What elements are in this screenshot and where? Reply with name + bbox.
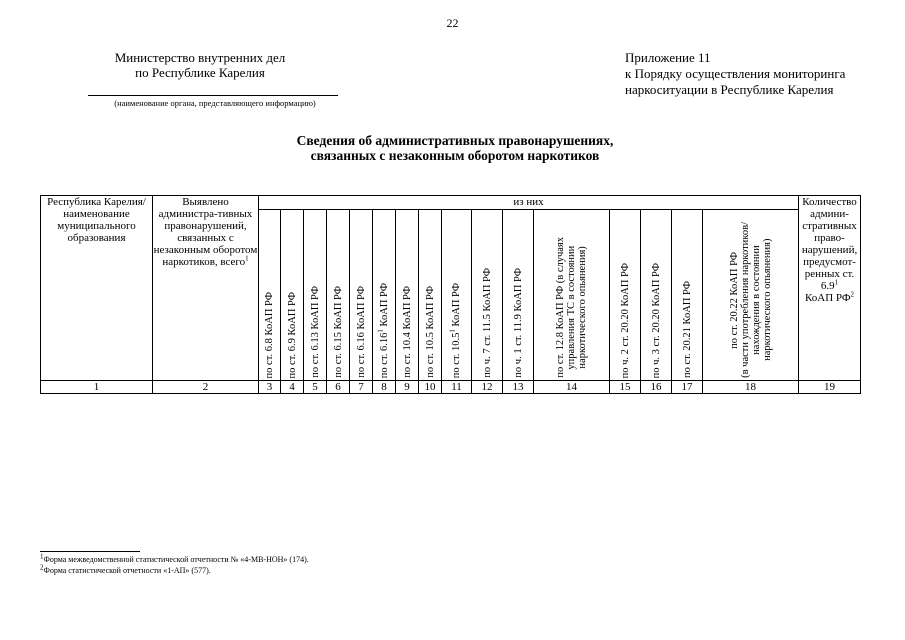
sub-header-main: по ст. 10.4 КоАП РФ — [401, 286, 413, 378]
sub-header-text — [682, 277, 693, 378]
footnote-2-text: Форма статистической отчетности «1-АП» (577). — [43, 566, 211, 575]
sub-header-col-5 — [304, 210, 327, 381]
sub-header-line: (в части употребления наркотиков/ — [739, 222, 751, 378]
footnote-1-mark: 1 — [40, 552, 44, 561]
group-header: из них — [259, 196, 799, 210]
column-number: 17 — [672, 381, 703, 394]
title-line-1: Сведения об административных правонарушениях, — [296, 133, 614, 148]
column-number: 13 — [503, 381, 534, 394]
sub-header-main: по ст. 10.5 КоАП РФ — [424, 286, 436, 378]
sub-header-col-18 — [703, 210, 799, 381]
sub-header-line: по ст. 12.8 КоАП РФ (в случаях — [555, 237, 566, 378]
appendix-line-2: к Порядку осуществления мониторинга — [625, 66, 846, 81]
sub-header-text — [376, 279, 390, 378]
sub-header-col-16 — [641, 210, 672, 381]
footnote-1 — [40, 552, 309, 565]
sub-header-main: по ч. 2 ст. 20.20 КоАП РФ — [619, 262, 631, 378]
col2-header — [153, 196, 259, 381]
page-number: 22 — [446, 16, 459, 30]
sub-header-text — [651, 259, 662, 378]
sub-header-col-11 — [442, 210, 472, 381]
sub-header-line: по ст. 20.22 КоАП РФ — [728, 251, 740, 349]
sub-header-tail: КоАП РФ — [378, 282, 390, 329]
sub-header-main: по ст. 6.16 — [378, 332, 390, 378]
column-number: 4 — [281, 381, 304, 394]
sub-header-col-9 — [396, 210, 419, 381]
sub-header-text — [555, 233, 588, 378]
col19-footnote-mark-1: 1 — [834, 278, 839, 287]
appendix-block — [625, 50, 895, 98]
sub-header-col-4 — [281, 210, 304, 381]
sub-header-main: по ст. 6.16 КоАП РФ — [355, 286, 367, 378]
col2-footnote-mark: 1 — [245, 254, 249, 263]
column-number: 6 — [327, 381, 350, 394]
sub-header-text — [333, 282, 344, 378]
sub-header-line: наркотического опьянения) — [761, 238, 773, 362]
column-number: 16 — [641, 381, 672, 394]
column-number-row — [41, 381, 861, 394]
sub-header-text — [620, 259, 631, 378]
sub-header-main: по ст. 6.13 КоАП РФ — [309, 286, 321, 378]
sub-header-main: по ст. 6.8 КоАП РФ — [264, 291, 275, 378]
sub-header-main: по ч. 1 ст. 11.9 КоАП РФ — [512, 268, 524, 378]
col19-header — [799, 196, 861, 381]
sub-header-text — [513, 264, 524, 378]
col19-header-tail: КоАП РФ — [804, 292, 851, 304]
column-number: 3 — [259, 381, 281, 394]
organization-line-2: по Республике Карелия — [135, 65, 265, 80]
sub-header-line: наркотического опьянения) — [577, 246, 588, 369]
sub-header-main: по ст. 6.15 КоАП РФ — [332, 286, 344, 378]
column-number: 19 — [799, 381, 861, 394]
sub-header-col-7 — [350, 210, 373, 381]
sub-header-col-6 — [327, 210, 350, 381]
sub-header-text — [402, 282, 413, 378]
sub-header-text — [729, 218, 773, 378]
sub-header-text — [356, 282, 367, 378]
column-number: 18 — [703, 381, 799, 394]
column-number: 14 — [534, 381, 610, 394]
sub-header-col-17 — [672, 210, 703, 381]
appendix-line-1: Приложение 11 — [625, 50, 711, 65]
sub-header-line: управления ТС в состоянии — [566, 245, 577, 370]
footnote-2-mark: 2 — [40, 563, 44, 572]
sub-header-text — [448, 279, 462, 378]
column-number: 7 — [350, 381, 373, 394]
sub-header-text — [482, 264, 493, 378]
sub-header-col-15 — [610, 210, 641, 381]
column-number: 1 — [41, 381, 153, 394]
sub-header-col-3 — [259, 210, 281, 381]
sub-header-main: по ч. 3 ст. 20.20 КоАП РФ — [650, 262, 662, 378]
col1-header-text: Республика Карелия/ наименование муниципального образования — [47, 196, 146, 244]
column-number: 5 — [304, 381, 327, 394]
appendix-line-3: наркоситуации в Республике Карелия — [625, 82, 834, 97]
sub-header-main: по ч. 7 ст. 11.5 КоАП РФ — [481, 268, 493, 378]
col19-header-text: Количество админи-стративных право-нарушений, предусмот-ренных ст. 6.9 — [801, 196, 858, 292]
column-number: 15 — [610, 381, 641, 394]
organization-block — [70, 50, 330, 80]
sub-header-text — [425, 282, 436, 378]
column-number: 2 — [153, 381, 259, 394]
column-number: 9 — [396, 381, 419, 394]
col1-header — [41, 196, 153, 381]
sub-header-text — [310, 282, 321, 378]
sub-header-tail: КоАП РФ — [451, 282, 462, 329]
footnote-1-text: Форма межведомственной статистической отчетности № «4-МВ-НОН» (174). — [43, 555, 309, 564]
sub-header-footnote-mark: 1 — [376, 328, 384, 333]
organization-underline — [88, 95, 338, 96]
sub-header-col-13 — [503, 210, 534, 381]
column-number: 12 — [472, 381, 503, 394]
footnote-2 — [40, 563, 211, 576]
sub-header-footnote-mark: 1 — [448, 328, 457, 333]
sub-header-line: нахождения в состоянии — [750, 245, 762, 355]
col2-header-text: Выявлено администра-тивных правонарушений, связанных с незаконным оборотом наркотиков, всего — [153, 196, 258, 268]
footnote-separator — [40, 551, 140, 552]
column-number: 11 — [442, 381, 472, 394]
title-line-2: связанных с незаконным оборотом наркотиков — [310, 148, 600, 163]
sub-header-main: по ст. 10.5 — [451, 332, 462, 378]
sub-header-col-8 — [373, 210, 396, 381]
sub-header-col-12 — [472, 210, 503, 381]
sub-header-main: по ст. 6.9 КоАП РФ — [286, 291, 298, 378]
sub-header-main: по ст. 20.21 КоАП РФ — [681, 281, 693, 378]
organization-caption: (наименование органа, представляющего информацию) — [114, 98, 316, 108]
document-title — [150, 133, 760, 163]
sub-header-text — [264, 288, 275, 378]
sub-header-text — [287, 288, 298, 378]
organization-line-1: Министерство внутренних дел — [114, 50, 286, 65]
column-number: 10 — [419, 381, 442, 394]
col19-footnote-mark-2: 2 — [850, 290, 855, 299]
column-number: 8 — [373, 381, 396, 394]
sub-header-col-14 — [534, 210, 610, 381]
offenses-table — [40, 195, 861, 394]
sub-header-col-10 — [419, 210, 442, 381]
